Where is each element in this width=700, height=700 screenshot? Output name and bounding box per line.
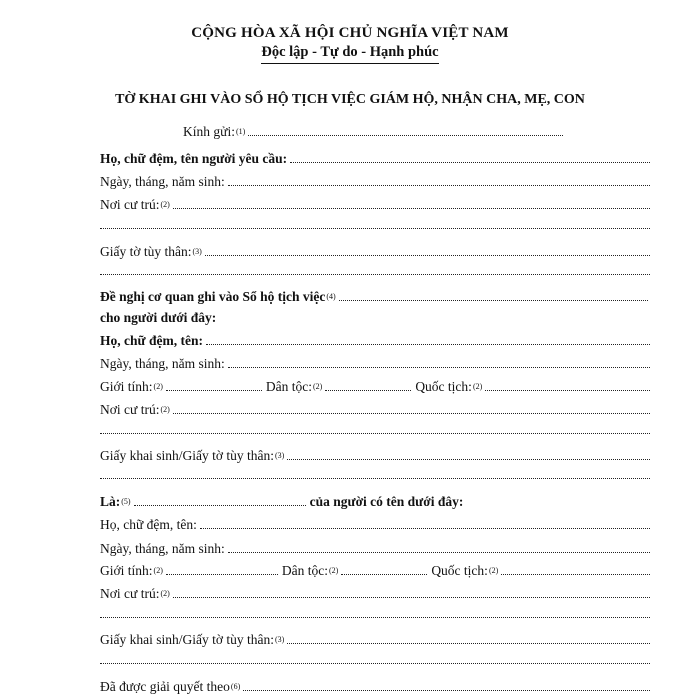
subject-gender-note: (2)	[153, 382, 163, 391]
subject-name-field[interactable]	[206, 344, 650, 345]
requester-dob-row	[100, 172, 650, 190]
other-residence-label: Nơi cư trú:	[100, 586, 160, 601]
requester-name-label: Họ, chữ đệm, tên người yêu cầu:	[100, 151, 288, 166]
other-gender-field[interactable]	[166, 574, 278, 575]
other-nationality-field[interactable]	[501, 574, 650, 575]
requester-residence-note: (2)	[160, 200, 170, 209]
other-residence-field-2[interactable]	[100, 617, 650, 618]
motto-wrapper	[0, 43, 700, 64]
subject-docs-field-2[interactable]	[100, 478, 650, 479]
other-gender-label: Giới tính:	[100, 563, 153, 578]
subject-gender-row	[100, 377, 650, 395]
relation-note: (5)	[121, 497, 131, 506]
addressee-label: Kính gửi:	[183, 124, 235, 139]
subject-residence-note: (2)	[160, 405, 170, 414]
resolved-note: (6)	[230, 682, 241, 691]
request-label: Đề nghị cơ quan ghi vào Sổ hộ tịch việc	[100, 289, 326, 304]
requester-dob-field[interactable]	[228, 185, 650, 186]
request-line2-row	[100, 308, 650, 326]
other-ethnic-label: Dân tộc:	[281, 563, 328, 578]
resolved-field[interactable]	[243, 690, 650, 691]
subject-ethnic-note: (2)	[312, 382, 323, 391]
requester-dob-label: Ngày, tháng, năm sinh:	[100, 174, 225, 189]
request-row	[100, 287, 648, 305]
requester-residence-field-2[interactable]	[100, 228, 650, 229]
other-name-row	[100, 515, 650, 533]
subject-residence-field-2[interactable]	[100, 433, 650, 434]
motto: Độc lập - Tự do - Hạnh phúc	[261, 43, 438, 64]
requester-id-field-2[interactable]	[100, 274, 650, 275]
subject-nationality-label: Quốc tịch:	[415, 379, 472, 394]
country-header: CỘNG HÒA XÃ HỘI CHỦ NGHĨA VIỆT NAM	[191, 25, 509, 41]
requester-id-row	[100, 242, 650, 260]
other-dob-label: Ngày, tháng, năm sinh:	[100, 541, 225, 556]
resolved-label: Đã được giải quyết theo	[100, 679, 230, 694]
subject-nationality-field[interactable]	[485, 390, 650, 391]
subject-ethnic-field[interactable]	[325, 390, 411, 391]
subject-docs-field[interactable]	[287, 459, 650, 460]
relation-row	[100, 492, 650, 510]
other-name-field[interactable]	[200, 528, 650, 529]
addressee-note: (1)	[235, 127, 246, 136]
subject-residence-field[interactable]	[173, 413, 650, 414]
other-name-label: Họ, chữ đệm, tên:	[100, 517, 197, 532]
other-residence-row	[100, 584, 650, 602]
requester-residence-field[interactable]	[173, 208, 650, 209]
subject-dob-field[interactable]	[228, 367, 650, 368]
subject-docs-note: (3)	[275, 451, 285, 460]
other-ethnic-note: (2)	[328, 566, 339, 575]
requester-residence-row	[100, 195, 650, 213]
subject-nationality-note: (2)	[472, 382, 483, 391]
requester-id-note: (3)	[192, 247, 202, 256]
other-gender-row	[100, 561, 650, 579]
resolved-row	[100, 677, 650, 695]
requester-id-label: Giấy tờ tùy thân:	[100, 244, 192, 259]
requester-id-field[interactable]	[205, 255, 650, 256]
other-nationality-label: Quốc tịch:	[431, 563, 488, 578]
subject-gender-field[interactable]	[166, 390, 262, 391]
subject-dob-label: Ngày, tháng, năm sinh:	[100, 356, 225, 371]
relation-label: Là:	[100, 494, 121, 509]
other-dob-row	[100, 539, 650, 557]
relation-suffix: của người có tên dưới đây:	[309, 494, 464, 509]
other-residence-field[interactable]	[173, 597, 650, 598]
subject-ethnic-label: Dân tộc:	[265, 379, 312, 394]
form-title: TỜ KHAI GHI VÀO SỔ HỘ TỊCH VIỆC GIÁM HỘ, NHẬN CHA, MẸ, CON	[115, 92, 585, 107]
other-docs-note: (3)	[275, 635, 285, 644]
addressee-row	[183, 122, 563, 140]
other-dob-field[interactable]	[228, 552, 650, 553]
other-gender-note: (2)	[153, 566, 163, 575]
addressee-field[interactable]	[248, 135, 563, 136]
requester-name-field[interactable]	[290, 162, 650, 163]
other-docs-label: Giấy khai sinh/Giấy tờ tùy thân:	[100, 632, 274, 647]
subject-gender-label: Giới tính:	[100, 379, 153, 394]
subject-dob-row	[100, 354, 650, 372]
subject-docs-label: Giấy khai sinh/Giấy tờ tùy thân:	[100, 448, 274, 463]
requester-name-row	[100, 149, 650, 167]
other-docs-row	[100, 630, 650, 648]
request-field[interactable]	[339, 300, 648, 301]
relation-field[interactable]	[134, 505, 306, 506]
subject-residence-row	[100, 400, 650, 418]
other-docs-field[interactable]	[287, 643, 650, 644]
request-line2: cho người dưới đây:	[100, 310, 217, 325]
other-docs-field-2[interactable]	[100, 663, 650, 664]
subject-name-row	[100, 331, 650, 349]
other-ethnic-field[interactable]	[341, 574, 427, 575]
subject-name-label: Họ, chữ đệm, tên:	[100, 333, 203, 348]
subject-residence-label: Nơi cư trú:	[100, 402, 160, 417]
requester-residence-label: Nơi cư trú:	[100, 197, 160, 212]
other-residence-note: (2)	[160, 589, 170, 598]
other-nationality-note: (2)	[488, 566, 499, 575]
request-note: (4)	[326, 292, 336, 301]
subject-docs-row	[100, 446, 650, 464]
